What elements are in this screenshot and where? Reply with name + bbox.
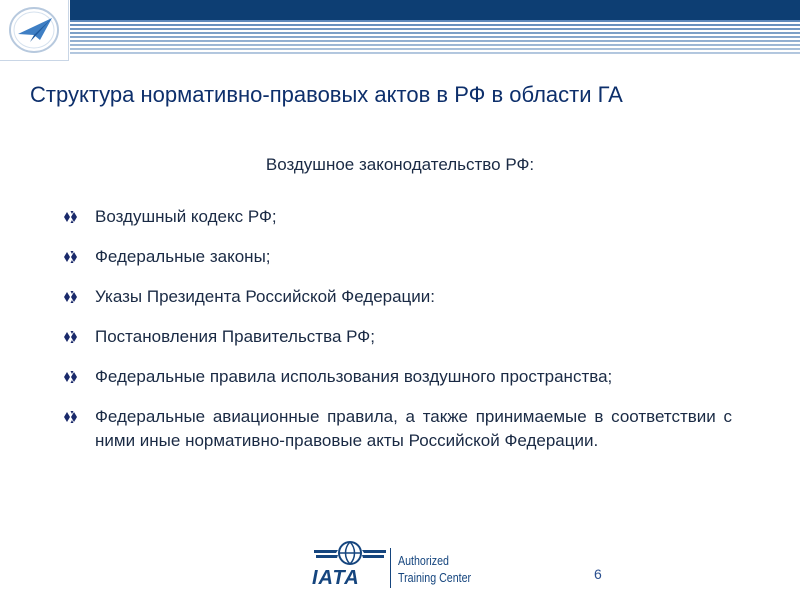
corner-logo — [0, 0, 69, 61]
footer-separator — [390, 548, 391, 588]
diamond-bullet-icon — [64, 371, 80, 383]
list-item — [64, 285, 732, 309]
diamond-bullet-icon — [64, 211, 80, 223]
list-item-text: Указы Президента Российской Федерации: — [95, 287, 436, 306]
diamond-bullet-icon — [64, 411, 80, 423]
list-item — [64, 245, 732, 269]
slide-subtitle: Воздушное законодательство РФ: — [265, 155, 535, 174]
list-item-text: Воздушный кодекс РФ; — [95, 207, 277, 226]
iata-atc-logo — [312, 540, 482, 590]
header-stripes-fade — [70, 20, 800, 54]
page-number: 6 — [594, 566, 602, 582]
globe-icon — [312, 540, 388, 568]
list-item-text: Федеральные авиационные правила, а также принимаемые в соответствии с ними иные нормативно-правовые акты Российской Федерации. — [95, 407, 732, 450]
list-item — [64, 325, 732, 349]
diamond-bullet-icon — [64, 251, 80, 263]
iata-wordmark: IATA — [312, 567, 360, 589]
bullet-list — [64, 205, 732, 469]
list-item-text: Федеральные законы; — [95, 247, 271, 266]
list-item-text: Постановления Правительства РФ; — [95, 327, 375, 346]
list-item — [64, 205, 732, 229]
slide-title: Структура нормативно-правовых актов в РФ в области ГА — [30, 82, 623, 107]
diamond-bullet-icon — [64, 291, 80, 303]
diamond-bullet-icon — [64, 331, 80, 343]
list-item — [64, 405, 732, 453]
atc-line-2: Training Center — [398, 570, 472, 585]
header-band — [70, 0, 800, 20]
list-item-text: Федеральные правила использования воздушного пространства; — [95, 367, 613, 386]
atc-line-1: Authorized — [398, 553, 449, 568]
paper-plane-icon — [4, 4, 64, 56]
list-item — [64, 365, 732, 389]
